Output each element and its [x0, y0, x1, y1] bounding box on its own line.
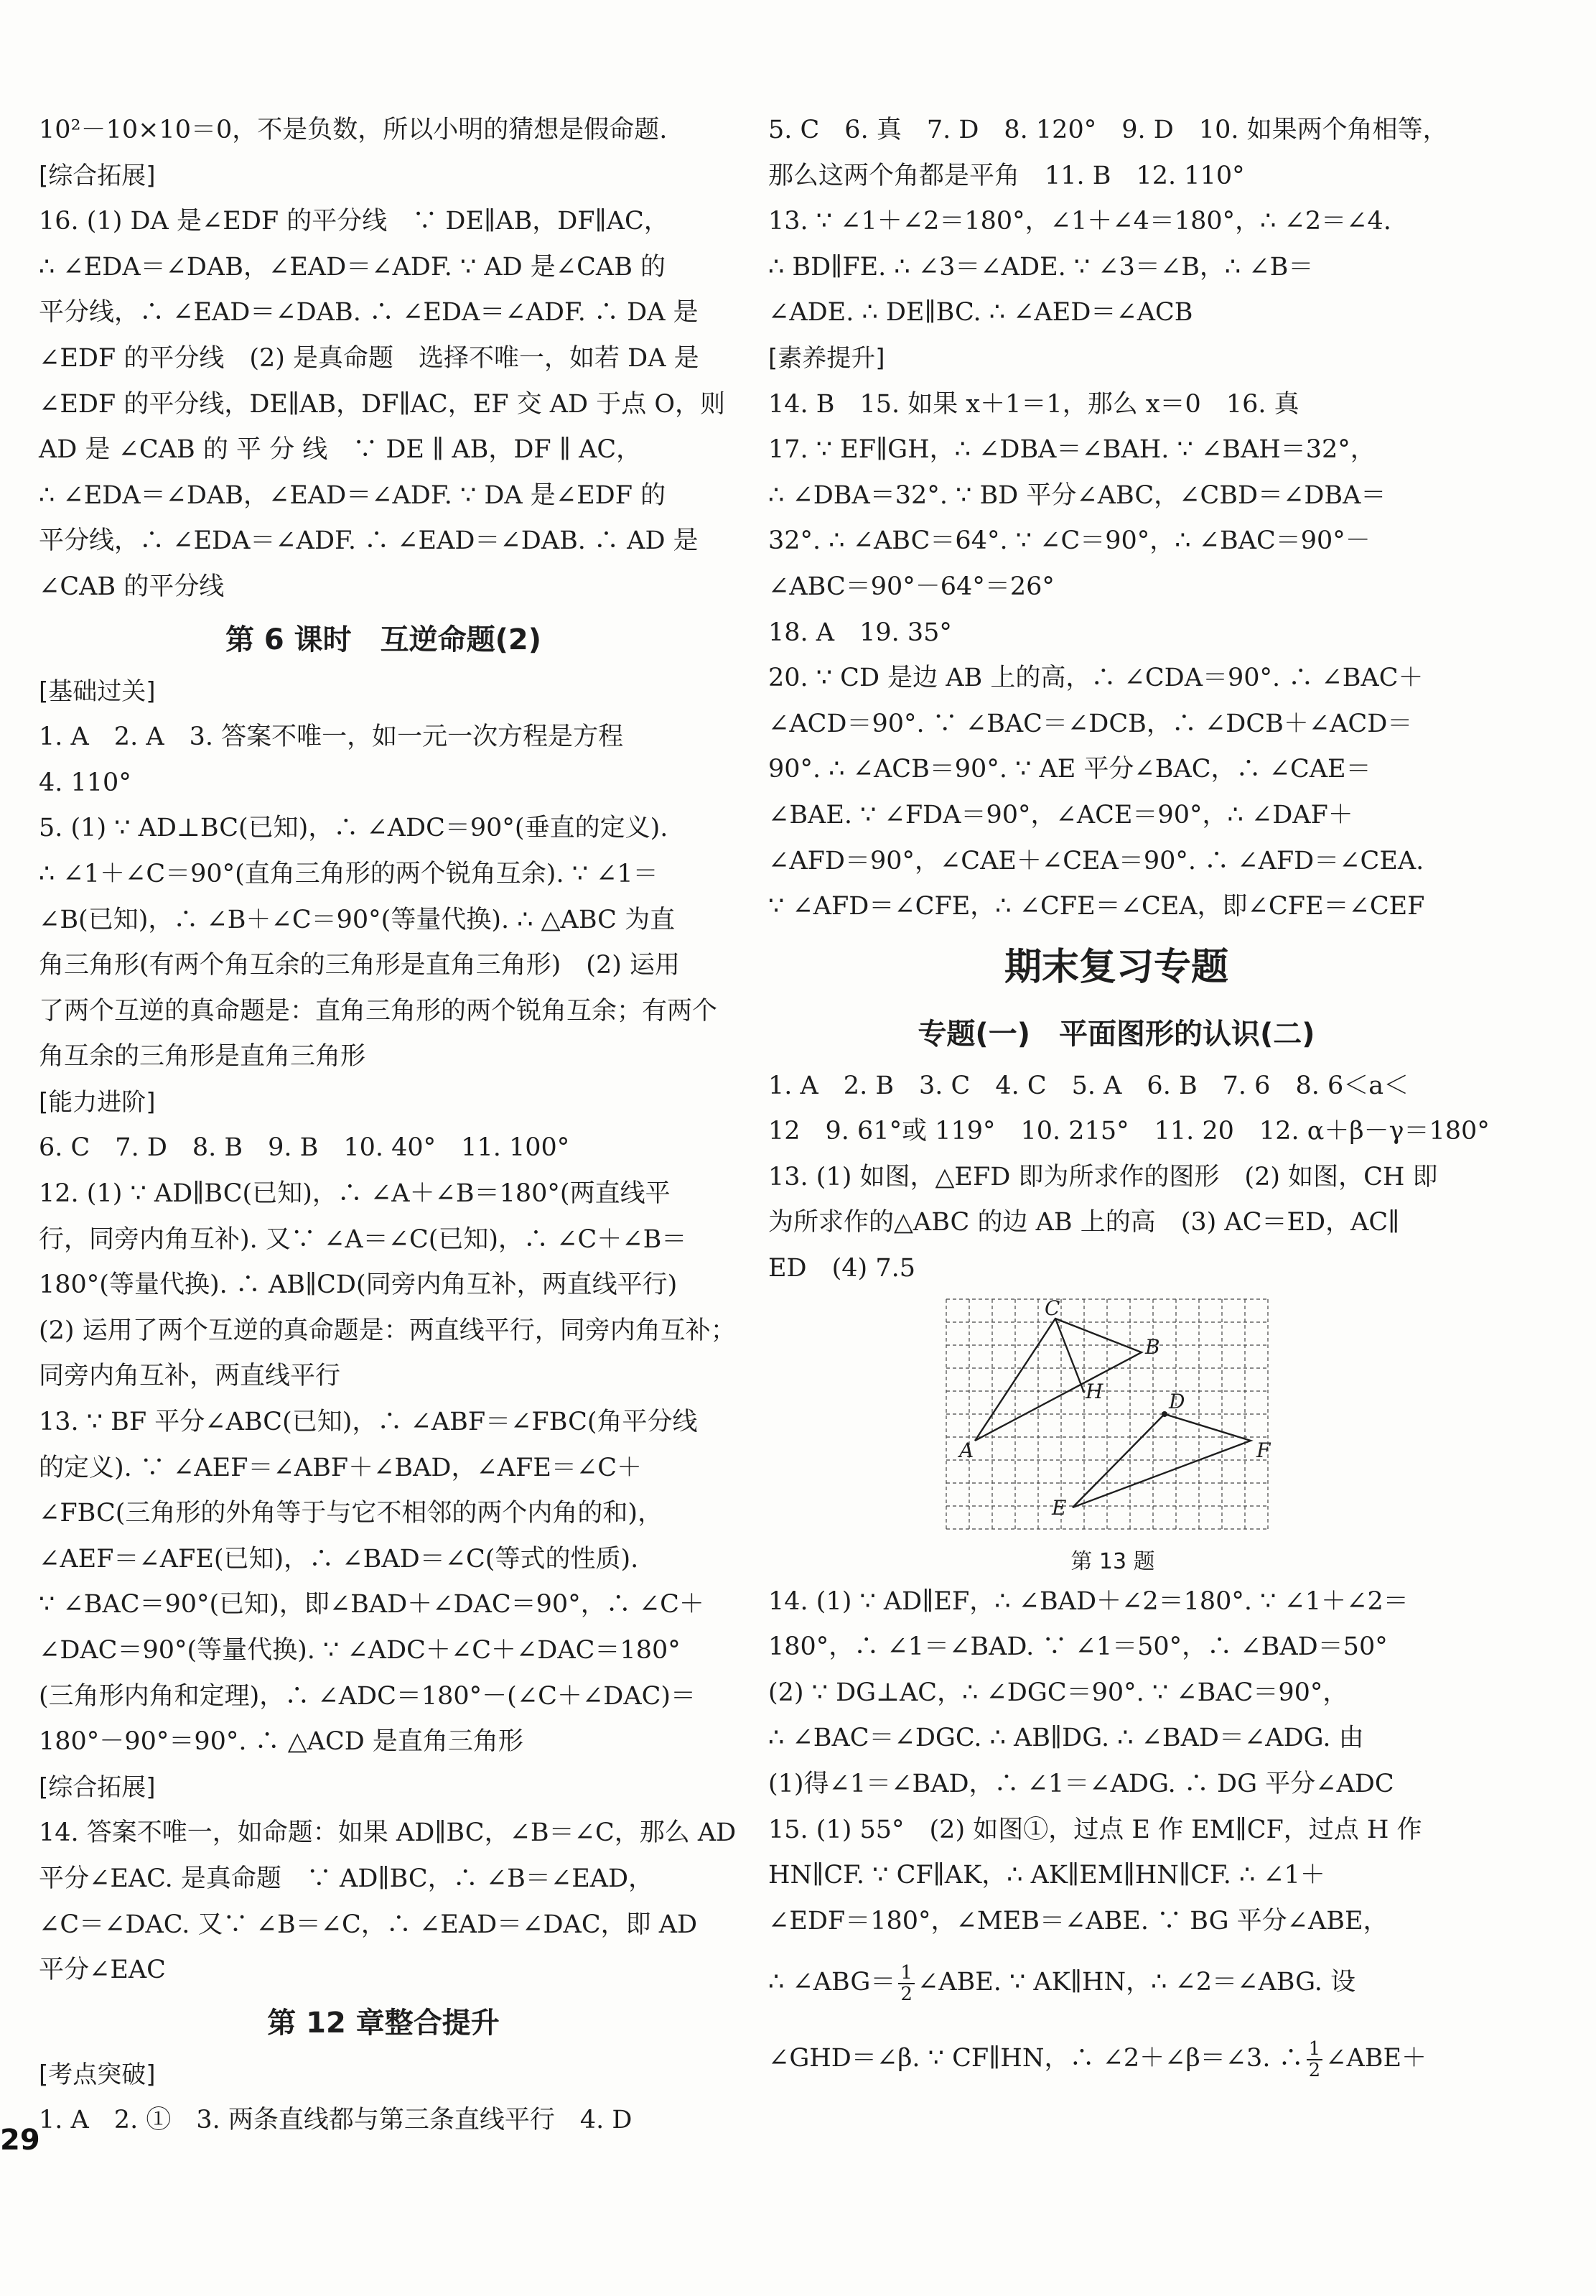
- chapter-heading: 第 12 章整合提升: [267, 2006, 500, 2040]
- text-line: 32°. ∴ ∠ABC＝64°. ∵ ∠C＝90°，∴ ∠BAC＝90°－: [768, 526, 1371, 556]
- text-line: 13. ∵ BF 平分∠ABC(已知)，∴ ∠ABF＝∠FBC(角平分线: [39, 1408, 698, 1437]
- text-line: ∴ ∠EDA＝∠DAB，∠EAD＝∠ADF. ∵ AD 是∠CAB 的: [39, 252, 666, 282]
- section-label: [综合拓展]: [39, 161, 156, 190]
- text-line-with-fraction: [768, 2020, 1465, 2096]
- section-label: [综合拓展]: [39, 1772, 156, 1802]
- fraction-one-half: [1307, 2039, 1323, 2081]
- text-line: ∴ ∠1＋∠C＝90°(直角三角形的两个锐角互余). ∵ ∠1＝: [39, 859, 658, 888]
- text-line: 角三角形(有两个角互余的三角形是直角三角形) (2) 运用: [39, 951, 681, 980]
- text-line: 15. (1) 55° (2) 如图①，过点 E 作 EM∥CF，过点 H 作: [768, 1815, 1422, 1844]
- text-line: 为所求作的△ABC 的边 AB 上的高 (3) AC＝ED，AC∥: [768, 1208, 1400, 1237]
- text-line: 平分线，∴ ∠EAD＝∠DAB. ∴ ∠EDA＝∠ADF. ∴ DA 是: [39, 298, 699, 327]
- text-line: ∠C＝∠DAC. 又∵ ∠B＝∠C，∴ ∠EAD＝∠DAC，即 AD: [39, 1910, 698, 1939]
- fraction-numerator: 1: [898, 1963, 915, 1984]
- topic-heading: 专题(一) 平面图形的认识(二): [918, 1017, 1315, 1051]
- fraction-denominator: 2: [900, 1983, 913, 2005]
- text-segment: ∠ABE. ∵ AK∥HN，∴ ∠2＝∠ABG. 设: [917, 1968, 1356, 1997]
- page-number: 29: [0, 2124, 40, 2157]
- text-line: ∠CAB 的平分线: [39, 572, 225, 601]
- text-line: ∠EDF＝180°，∠MEB＝∠ABE. ∵ BG 平分∠ABE，: [768, 1906, 1389, 1935]
- text-line: 180°(等量代换). ∴ AB∥CD(同旁内角互补，两直线平行): [39, 1270, 678, 1300]
- text-line: 角互余的三角形是直角三角形: [39, 1042, 366, 1072]
- text-line: 4. 110°: [39, 768, 131, 797]
- text-segment: ∠GHD＝∠β. ∵ CF∥HN，∴ ∠2＋∠β＝∠3. ∴: [768, 2044, 1304, 2073]
- text-line: ∠AFD＝90°，∠CAE＋∠CEA＝90°. ∴ ∠AFD＝∠CEA.: [768, 846, 1424, 875]
- text-line: 的定义). ∵ ∠AEF＝∠ABF＋∠BAD，∠AFE＝∠C＋: [39, 1453, 643, 1482]
- text-line: 14. B 15. 如果 x＋1＝1，那么 x＝0 16. 真: [768, 389, 1299, 419]
- text-line: ∠FBC(三角形的外角等于与它不相邻的两个内角的和)，: [39, 1499, 663, 1528]
- text-line: ∵ ∠AFD＝∠CFE，∴ ∠CFE＝∠CEA，即∠CFE＝∠CEF: [768, 892, 1425, 921]
- label-h: H: [1086, 1379, 1103, 1403]
- triangle-abc: [975, 1319, 1142, 1441]
- text-line: 14. 答案不唯一，如命题：如果 AD∥BC，∠B＝∠C，那么 AD: [39, 1818, 737, 1848]
- text-line: ∴ ∠BAC＝∠DGC. ∴ AB∥DG. ∴ ∠BAD＝∠ADG. 由: [768, 1724, 1364, 1753]
- label-c: C: [1045, 1296, 1060, 1320]
- text-line: 16. (1) DA 是∠EDF 的平分线 ∵ DE∥AB，DF∥AC，: [39, 207, 669, 236]
- text-line: AD 是 ∠CAB 的 平 分 线 ∵ DE ∥ AB，DF ∥ AC，: [39, 435, 642, 465]
- text-line: ∠ACD＝90°. ∵ ∠BAC＝∠DCB，∴ ∠DCB＋∠ACD＝: [768, 709, 1413, 738]
- text-line: 平分∠EAC. 是真命题 ∵ AD∥BC，∴ ∠B＝∠EAD，: [39, 1864, 654, 1893]
- label-e: E: [1052, 1495, 1067, 1520]
- text-line: ED (4) 7.5: [768, 1254, 915, 1283]
- review-heading: 期末复习专题: [1004, 945, 1228, 989]
- text-line: 13. ∵ ∠1＋∠2＝180°，∠1＋∠4＝180°，∴ ∠2＝∠4.: [768, 207, 1391, 236]
- text-line: 13. (1) 如图，△EFD 即为所求作的图形 (2) 如图，CH 即: [768, 1162, 1438, 1191]
- fraction-denominator: 2: [1308, 2059, 1321, 2081]
- text-line: 同旁内角互补，两直线平行: [39, 1362, 341, 1391]
- text-line: 5. (1) ∵ AD⊥BC(已知)，∴ ∠ADC＝90°(垂直的定义).: [39, 814, 668, 843]
- text-line: 平分线，∴ ∠EDA＝∠ADF. ∴ ∠EAD＝∠DAB. ∴ AD 是: [39, 526, 699, 556]
- section-label: [能力进阶]: [39, 1087, 156, 1117]
- label-f: F: [1256, 1438, 1271, 1462]
- text-line: 了两个互逆的真命题是：直角三角形的两个锐角互余；有两个: [39, 996, 718, 1026]
- grid-figure: [941, 1292, 1285, 1579]
- text-line: 180°－90°＝90°. ∴ △ACD 是直角三角形: [39, 1727, 523, 1757]
- text-line: 行，同旁内角互补). 又∵ ∠A＝∠C(已知)，∴ ∠C＋∠B＝: [39, 1224, 687, 1254]
- text-line-with-fraction: [768, 1944, 1465, 2020]
- text-line: 12. (1) ∵ AD∥BC(已知)，∴ ∠A＋∠B＝180°(两直线平: [39, 1179, 671, 1209]
- label-d: D: [1169, 1389, 1185, 1413]
- left-column: [39, 108, 737, 2144]
- text-line: ∠EDF 的平分线，DE∥AB，DF∥AC，EF 交 AD 于点 O，则: [39, 389, 726, 419]
- text-line: ∴ ∠DBA＝32°. ∵ BD 平分∠ABC，∠CBD＝∠DBA＝: [768, 480, 1386, 510]
- text-line: ∠ABC＝90°－64°＝26°: [768, 572, 1055, 601]
- text-line: 1. A 2. ① 3. 两条直线都与第三条直线平行 4. D: [39, 2106, 633, 2135]
- text-line: (2) ∵ DG⊥AC，∴ ∠DGC＝90°. ∵ ∠BAC＝90°，: [768, 1678, 1348, 1707]
- text-line: HN∥CF. ∵ CF∥AK，∴ AK∥EM∥HN∥CF. ∴ ∠1＋: [768, 1861, 1325, 1890]
- text-line: ∠B(已知)，∴ ∠B＋∠C＝90°(等量代换). ∴ △ABC 为直: [39, 905, 676, 934]
- text-line: ∴ BD∥FE. ∴ ∠3＝∠ADE. ∵ ∠3＝∠B，∴ ∠B＝: [768, 252, 1314, 282]
- text-line: ∠EDF 的平分线 (2) 是真命题 选择不唯一，如若 DA 是: [39, 343, 699, 373]
- figure-13: [768, 1292, 1465, 1579]
- point-d: [1162, 1411, 1167, 1417]
- text-line: 那么这两个角都是平角 11. B 12. 110°: [768, 161, 1245, 190]
- text-line: (1)得∠1＝∠BAD，∴ ∠1＝∠ADG. ∴ DG 平分∠ADC: [768, 1770, 1394, 1799]
- section-label: [基础过关]: [39, 677, 156, 706]
- right-column: [768, 108, 1490, 2096]
- text-line: 6. C 7. D 8. B 9. B 10. 40° 11. 100°: [39, 1133, 570, 1163]
- text-line: ∴ ∠EDA＝∠DAB，∠EAD＝∠ADF. ∵ DA 是∠EDF 的: [39, 480, 666, 510]
- fraction-numerator: 1: [1307, 2039, 1323, 2060]
- text-segment: ∴ ∠ABG＝: [768, 1968, 896, 1997]
- text-line: (2) 运用了两个互逆的真命题是：两直线平行，同旁内角互补；: [39, 1316, 736, 1345]
- text-line: 90°. ∴ ∠ACB＝90°. ∵ AE 平分∠BAC，∴ ∠CAE＝: [768, 755, 1371, 784]
- label-b: B: [1145, 1334, 1160, 1359]
- text-segment: ∠ABE＋: [1325, 2044, 1427, 2073]
- fraction-one-half: [898, 1963, 915, 2004]
- text-line: ∠BAE. ∵ ∠FDA＝90°，∠ACE＝90°，∴ ∠DAF＋: [768, 800, 1353, 829]
- text-line: 17. ∵ EF∥GH，∴ ∠DBA＝∠BAH. ∵ ∠BAH＝32°，: [768, 435, 1376, 465]
- text-line: ∠ADE. ∴ DE∥BC. ∴ ∠AED＝∠ACB: [768, 298, 1193, 327]
- text-line: 平分∠EAC: [39, 1956, 166, 1985]
- text-line: 20. ∵ CD 是边 AB 上的高，∴ ∠CDA＝90°. ∴ ∠BAC＋: [768, 664, 1424, 693]
- text-line: 10²－10×10＝0，不是负数，所以小明的猜想是假命题.: [39, 116, 668, 144]
- triangle-efd: [1073, 1414, 1251, 1507]
- text-line: ∠DAC＝90°(等量代换). ∵ ∠ADC＋∠C＋∠DAC＝180°: [39, 1636, 681, 1665]
- figure-caption: 第 13 题: [1070, 1548, 1155, 1574]
- text-line: 180°，∴ ∠1＝∠BAD. ∵ ∠1＝50°，∴ ∠BAD＝50°: [768, 1632, 1388, 1662]
- label-a: A: [959, 1438, 974, 1462]
- text-line: ∵ ∠BAC＝90°(已知)，即∠BAD＋∠DAC＝90°，∴ ∠C＋: [39, 1590, 704, 1619]
- section-label: [考点突破]: [39, 2060, 156, 2089]
- lesson-heading: 第 6 课时 互逆命题(2): [225, 623, 542, 656]
- text-line: 14. (1) ∵ AD∥EF，∴ ∠BAD＋∠2＝180°. ∵ ∠1＋∠2＝: [768, 1586, 1409, 1616]
- section-label: [素养提升]: [768, 343, 885, 373]
- text-line: 12 9. 61°或 119° 10. 215° 11. 20 12. α＋β－γ＝180°: [768, 1117, 1490, 1146]
- altitude-ch: [1055, 1319, 1084, 1393]
- text-line: 1. A 2. B 3. C 4. C 5. A 6. B 7. 6 8. 6＜a＜: [768, 1071, 1409, 1100]
- text-line: 1. A 2. A 3. 答案不唯一，如一元一次方程是方程: [39, 722, 624, 752]
- text-line: 18. A 19. 35°: [768, 618, 952, 647]
- text-line: (三角形内角和定理)，∴ ∠ADC＝180°－(∠C＋∠DAC)＝: [39, 1681, 696, 1711]
- text-line: ∠AEF＝∠AFE(已知)，∴ ∠BAD＝∠C(等式的性质).: [39, 1544, 639, 1574]
- text-line: 5. C 6. 真 7. D 8. 120° 9. D 10. 如果两个角相等，: [768, 116, 1448, 144]
